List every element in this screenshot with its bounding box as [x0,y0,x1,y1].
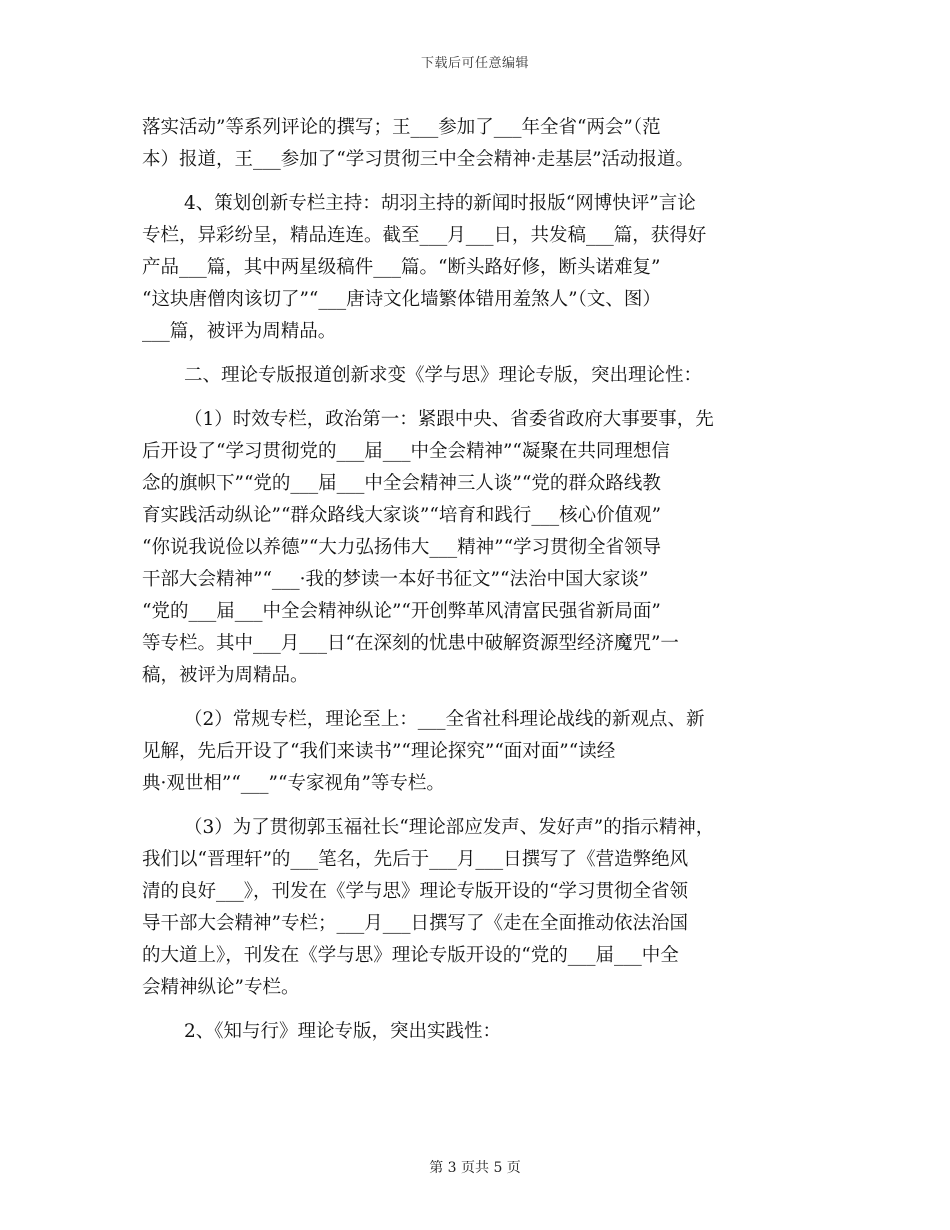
text-line: “这块唐僧肉该切了”“___唐诗文化墙繁体错用羞煞人”（文、图） [142,289,661,310]
text-line: 产品___篇，其中两星级稿件___篇。“断头路好修，断头诺难复” [142,257,661,278]
paragraph-gap [142,176,812,188]
text-line: 落实活动”等系列评论的撰写；王___参加了___年全省“两会”（范 [142,117,661,138]
text-line: ___篇，被评为周精品。 [142,321,337,342]
paragraph [142,812,812,1004]
paragraph [142,704,812,800]
text-line: 4、策划创新专栏主持：胡羽主持的新闻时报版“网博快评”言论 [184,193,696,214]
text-line: “党的___届___中全会精神纵论”“开创弊革风清富民强省新局面” [142,601,661,622]
paragraph [142,360,812,392]
paragraph [142,404,812,692]
paragraph [142,1016,812,1048]
text-line: （2）常规专栏，理论至上：___全省社科理论战线的新观点、新 [184,709,705,730]
page-header: 下载后可任意编辑 [420,56,529,71]
paragraph [142,112,812,176]
paragraph-gap [142,392,812,404]
text-line: 的大道上》，刊发在《学与思》理论专版开设的“党的___届___中全 [142,945,679,966]
paragraph-gap [142,800,812,812]
text-line: 本）报道，王___参加了“学习贯彻三中全会精神·走基层”活动报道。 [142,149,695,170]
paragraph-gap [142,692,812,704]
text-line: 清的良好___》，刊发在《学与思》理论专版开设的“学习贯彻全省领 [142,881,688,902]
text-line: 导干部大会精神”专栏；___月___日撰写了《走在全面推动依法治国 [142,913,688,934]
text-line: 念的旗帜下”“党的___届___中全会精神三人谈”“党的群众路线教 [142,473,661,494]
paragraph-gap [142,348,812,360]
paragraph-gap [142,1004,812,1016]
text-line: 会精神纵论”专栏。 [142,977,300,998]
text-line: 典·观世相”“___”“专家视角”等专栏。 [142,773,445,794]
page-footer: 第 3 页共 5 页 [429,1160,521,1176]
text-line: 后开设了“学习贯彻党的___届___中全会精神”“凝聚在共同理想信 [142,441,670,462]
document-body [142,112,812,1048]
text-line: 稿，被评为周精品。 [142,665,309,686]
paragraph [142,188,812,348]
text-line: 育实践活动纵论”“群众路线大家谈”“培育和践行___核心价值观” [142,505,662,526]
text-line: 干部大会精神”“___·我的梦读一本好书征文”“法治中国大家谈” [142,569,649,590]
text-line: （3）为了贯彻郭玉福社长“理论部应发声、发好声”的指示精神， [184,817,715,838]
text-line: 等专栏。其中___月___日“在深刻的忧患中破解资源型经济魔咒”一 [142,633,679,654]
text-line: 专栏，异彩纷呈，精品连连。截至___月___日，共发稿___篇，获得好 [142,225,707,246]
text-line: 二、理论专版报道创新求变《学与思》理论专版，突出理论性： [184,365,703,386]
text-line: （1）时效专栏，政治第一：紧跟中央、省委省政府大事要事，先 [184,409,714,430]
text-line: 见解，先后开设了“我们来读书”“理论探究”“面对面”“读经 [142,741,616,762]
text-line: 2、《知与行》理论专版，突出实践性： [184,1021,502,1042]
text-line: “你说我说俭以养德”“大力弘扬伟大___精神”“学习贯彻全省领导 [142,537,662,558]
text-line: 我们以“晋理轩”的___笔名，先后于___月___日撰写了《营造弊绝风 [142,849,689,870]
